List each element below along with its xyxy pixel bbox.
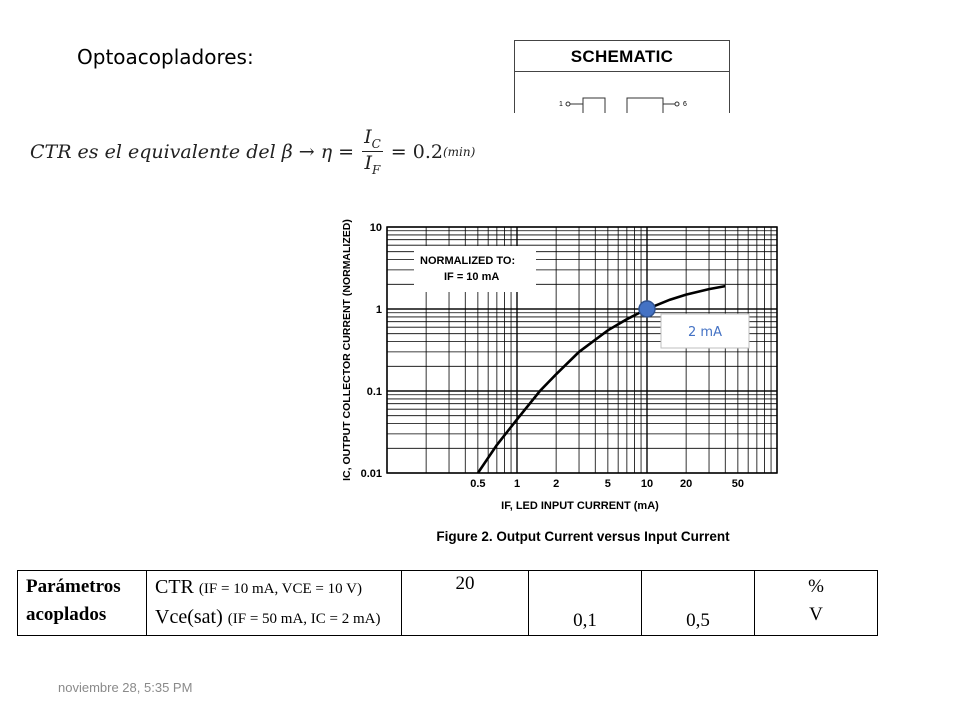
figure-caption: Figure 2. Output Current versus Input Current [436, 529, 730, 544]
x-tick-label: 10 [640, 478, 654, 490]
slide-title: Optoacopladores: [77, 45, 254, 69]
y-tick-labels [361, 222, 382, 480]
x-tick-label: 2 [553, 478, 560, 490]
y-tick-label: 0.1 [366, 386, 382, 398]
normalized-note [414, 246, 536, 292]
svg-text:NORMALIZED TO:: NORMALIZED TO: [420, 255, 516, 267]
schematic-drawing [515, 71, 729, 113]
y-tick-label: 0.01 [360, 468, 382, 480]
formula-fraction [362, 126, 383, 177]
params-conditions: CTR (IF = 10 mA, VCE = 10 V) Vce(sat) (IF = 50 mA, IC = 2 mA) [147, 571, 402, 636]
formula-numerator-sub: C [371, 137, 381, 151]
ctr-min-value: 20 [402, 571, 529, 636]
vce-typ-value: 0,1 [529, 571, 642, 636]
y-axis-label: IC, OUTPUT COLLECTOR CURRENT (NORMALIZED) [341, 219, 353, 481]
y-tick-label: 1 [375, 304, 382, 316]
vce-max-value: 0,5 [642, 571, 755, 636]
callout-box [661, 314, 749, 348]
formula-denominator: I [364, 152, 372, 174]
formula-rhs-sub: (min) [442, 144, 476, 159]
callout-label: 2 mA [688, 325, 722, 340]
x-tick-label: 20 [680, 478, 693, 490]
formula-rhs: = 0.2 [390, 140, 443, 163]
date-footer: noviembre 28, 5:35 PM [58, 680, 193, 695]
coupled-parameters-table [17, 570, 878, 636]
schematic-heading: SCHEMATIC [515, 41, 729, 72]
x-axis-label: IF, LED INPUT CURRENT (mA) [501, 500, 659, 512]
output-current-chart [330, 200, 790, 550]
x-tick-label: 1 [513, 478, 521, 490]
svg-text:IF = 10 mA: IF = 10 mA [444, 271, 500, 283]
schematic-pin-6: 6 [683, 101, 687, 108]
params-title: Parámetros acoplados [18, 571, 147, 636]
ctr-formula [30, 126, 475, 177]
x-tick-labels [470, 478, 744, 490]
formula-denominator-sub: F [372, 163, 381, 177]
y-tick-label: 10 [369, 222, 382, 234]
formula-lhs: CTR es el equivalente del β → η = [30, 140, 355, 163]
units: % V [755, 571, 878, 636]
x-tick-label: 5 [604, 478, 611, 490]
highlight-point [639, 301, 655, 317]
x-tick-label: 50 [731, 478, 744, 490]
x-tick-label: 0.5 [470, 478, 486, 490]
schematic-pin-1: 1 [559, 101, 563, 108]
formula-numerator: I [364, 126, 372, 148]
schematic-image [514, 40, 730, 113]
